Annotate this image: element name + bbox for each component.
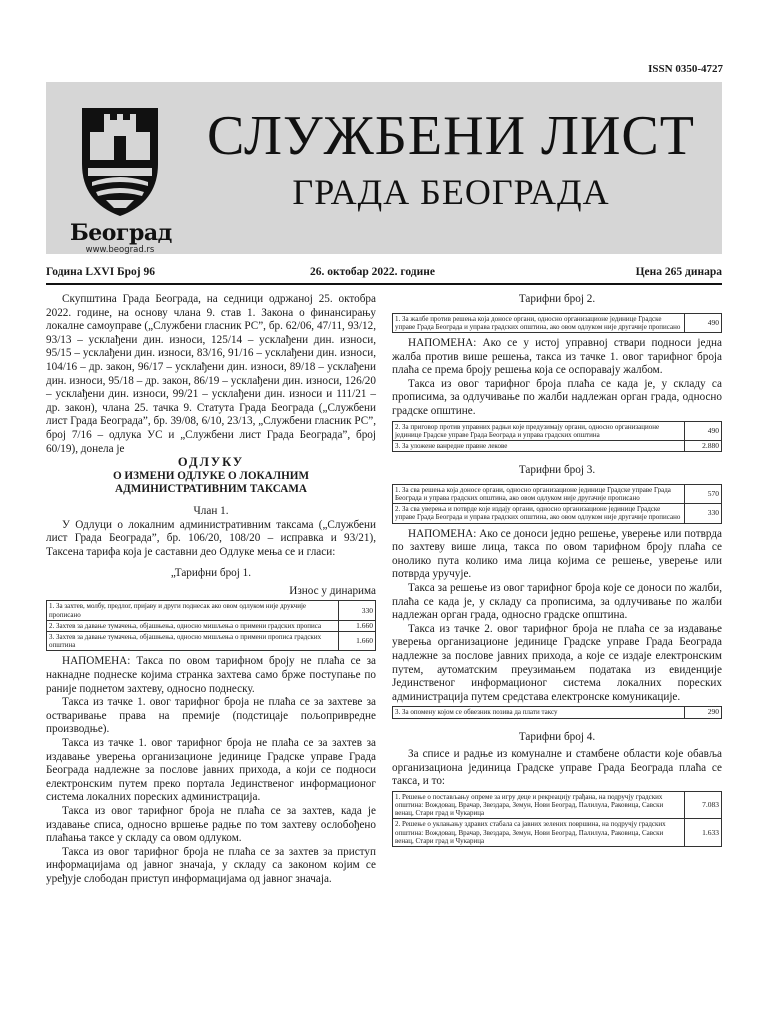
table-row [393,440,722,451]
logo-website: www.beograd.rs [85,245,155,255]
issue-price: Цена 265 динара [635,266,722,278]
amount-header: Износ у динарима [289,584,376,597]
publication-title: СЛУЖБЕНИ ЛИСТ [207,105,695,167]
tariff2-table [392,313,722,333]
row-amount: 330 [685,504,722,523]
row-amount: 490 [685,421,722,440]
tariff2-table-b [392,421,722,453]
table-row [393,791,722,819]
tariff3-heading: Тарифни број 3. [518,464,596,477]
row-description: 3. За опомену којом се обвезник позива да плати таксу [393,707,685,718]
body-paragraph: Такса из тачке 1. овог тарифног броја не плаћа се за захтев за издавање уверења организационе јединице Градске управе Града Београда надлежне за послове јавних прихода, а који се подноси електронским путем преко портала Јединственог информационог система локалних пореских администрација. [46,737,376,804]
row-amount: 1.633 [685,819,722,847]
table-row [393,504,722,523]
row-amount: 1.660 [339,620,376,631]
table-row [393,313,722,332]
body-paragraph: Такса из овог тарифног броја плаћа се када је, у складу са прописима, за одлучивање по жалби надлежан орган града, односно градске општине. [392,377,722,417]
tariff2-heading: Тарифни број 2. [518,293,596,305]
row-description: 1. За жалбе против решења која доносе органи, односно организационе јединице Градске управе Града Београда и управа градских општина, ако овом одлуком није другачије прописано [393,313,685,332]
row-description: 1. За захтев, молбу, предлог, пријаву и други поднесак ако овом одлуком није друкчије прописано [47,601,339,620]
issue-date: 26. октобар 2022. године [310,266,435,278]
article-text: У Одлуци о локалним административним таксама („Службени лист Града Београда”, бр. 106/20, 108/20 – исправка и 93/21), Таксена тарифа која је саставни део Одлуке мења се и гласи: [46,518,376,558]
body-paragraph: Такса из тачке 2. овог тарифног броја не плаћа се за издавање уверења организационе јединице Градске управе Града Београда надлежне за послове јавних прихода, а које се издаје електронским путем, аутоматским преузимањем података из евиденције Јединственог информационог система локалних пореских администрација путем средстава електронске комуникације. [392,622,722,703]
table-row [47,601,376,620]
row-amount: 330 [339,601,376,620]
row-amount: 7.083 [685,791,722,819]
decision-title: ОДЛУКУ [177,455,245,470]
row-description: 1. За сва решења која доносе органи, односно организационе јединице Градске управе Града Београда и управа градских општина, ако овом одлуком није другачије прописано [393,484,685,503]
article-heading: Члан 1. [193,504,229,517]
row-description: 2. Решење о уклањању здравих стабала са јавних зелених површина, на подручју градских општина: Вождовац, Врачар, Звездара, Земун, Нови Београд, Палилула, Раковица, Савски венац, Стари град и Чукарица [393,819,685,847]
row-description: 1. Решење о постављању опреме за игру деце и рекреацију грађана, на подручју градских општина: Вождовац, Врачар, Звездара, Земун, Нови Београд, Палилула, Раковица, Савски венац, Стари град и Чукарица [393,791,685,819]
tariff3-table [392,484,722,524]
table-row [47,620,376,631]
header-rule [46,283,722,285]
row-amount: 290 [685,707,722,718]
note-paragraph: НАПОМЕНА: Ако се у истој управној ствари подноси једна жалба против више решења, такса из тачке 1. овог тарифног броја плаћа се према броју решења која се оспоравају жалбом. [392,337,722,377]
row-description: 2. За сва уверења и потврде које издају органи, односно организационе јединице Градске управе Града Београда и управа градских општина, ако овом одлуком није другачије прописано [393,504,685,523]
tariff1-heading: „Тарифни број 1. [170,567,252,580]
tariff4-heading: Тарифни број 4. [518,730,596,743]
tariff1-table [46,600,376,651]
row-description: 2. За приговор против управних радњи које предузимају органи, односно организационе јединице Градске управе Града Београда и управа градских општина [393,421,685,440]
left-column [46,293,376,887]
body-paragraph: Такса из овог тарифног броја не плаћа се за захтев, када је издавање списа, односно вршење радње по том захтеву ослобођено плаћања таксе у складу са овом одлуком. [46,805,376,845]
coat-of-arms-icon [70,102,170,220]
tariff4-table [392,791,722,847]
row-amount: 2.880 [685,440,722,451]
table-row [47,632,376,651]
body-paragraph: Такса из тачке 1. овог тарифног броја не плаћа се за захтеве за остваривање права на премије (подстицаје пољопривредне производње). [46,696,376,736]
row-amount: 570 [685,484,722,503]
body-paragraph: Такса за решење из овог тарифног броја које се доноси по жалби, плаћа се када је, у складу са прописима, за одлучивање по жалби надлежан орган града, односно градске општина. [392,581,722,622]
body-paragraph: За списе и радње из комуналне и стамбене области које обавља организациона јединица Градске управе Града Београда плаћа се такса, и то: [392,748,722,788]
body-paragraph: Такса из овог тарифног броја не плаћа се за захтев за приступ информацијама од јавног значаја, у складу са законом којим се уређује слободан приступ информацијама од јавног значаја. [46,845,376,885]
table-row [393,707,722,718]
row-amount: 1.660 [339,632,376,651]
row-amount: 490 [685,313,722,332]
table-row [393,484,722,503]
preamble: Скупштина Града Београда, на седници одржаној 25. октобра 2022. године, на основу члана 9. став 1. Закона о финансирању локалне самоуправе („Службени гласник РС”, бр. 62/06, 47/11, 93/12, 93/13 – усклађени дин. износи, 125/14 – усклађени дин. износи, 95/15 – усклађени дин. износи, 83/16, 91/16 – усклађени дин. износи, 104/16 – др. закон, 96/17 – усклађени дин. износи, 89/18 – усклађени дин. износи, 95/18 – др. закон, 86/19 – усклађени дин. износи, 126/20 – усклађени дин. износи, 99/21 – усклађени дин. износи и 111/21 – др. закон), члана 25. тачка 9. Статута Града Београда („Службени лист Града Београда”, бр. 39/08, 6/10, 23/13, „Службени гласник РС”, број 7/16 – одлука УС и „Службени лист Града Београда”, број 60/19), донела је [46,293,376,455]
issue-volume: Година LXVI Број 96 [46,266,156,278]
decision-subtitle: О ИЗМЕНИ ОДЛУКЕ О ЛОКАЛНИМ АДМИНИСТРАТИВНИМ ТАКСАМА [112,469,310,496]
right-column [392,293,722,851]
row-description: 3. За уложене ванредне правне лекове [393,440,685,451]
row-description: 3. Захтев за давање тумачења, објашњења, односно мишљења о примени прописа градских општина [47,632,339,651]
note-paragraph: НАПОМЕНА: Такса по овом тарифном броју не плаћа се за накнадне поднеске којима странка захтева само брже поступање по раније поднетом захтеву, односно поднеску. [46,655,376,695]
note-paragraph: НАПОМЕНА: Ако се доноси једно решење, уверење или потврда по захтеву више лица, такса по овом тарифном броју плаћа се онолико пута колико има лица којима се решење, уверење или потврда уручује. [392,527,722,581]
tariff3-table-b [392,706,722,718]
publication-subtitle: ГРАДА БЕОГРАДА [292,172,610,212]
logo-wordmark: Београд [70,220,172,246]
city-coat-of-arms [70,102,172,255]
row-description: 2. Захтев за давање тумачења, објашњења, односно мишљења о примени градских прописа [47,620,339,631]
masthead [46,82,722,254]
issn-label: ISSN 0350-4727 [648,63,723,75]
table-row [393,421,722,440]
table-row [393,819,722,847]
